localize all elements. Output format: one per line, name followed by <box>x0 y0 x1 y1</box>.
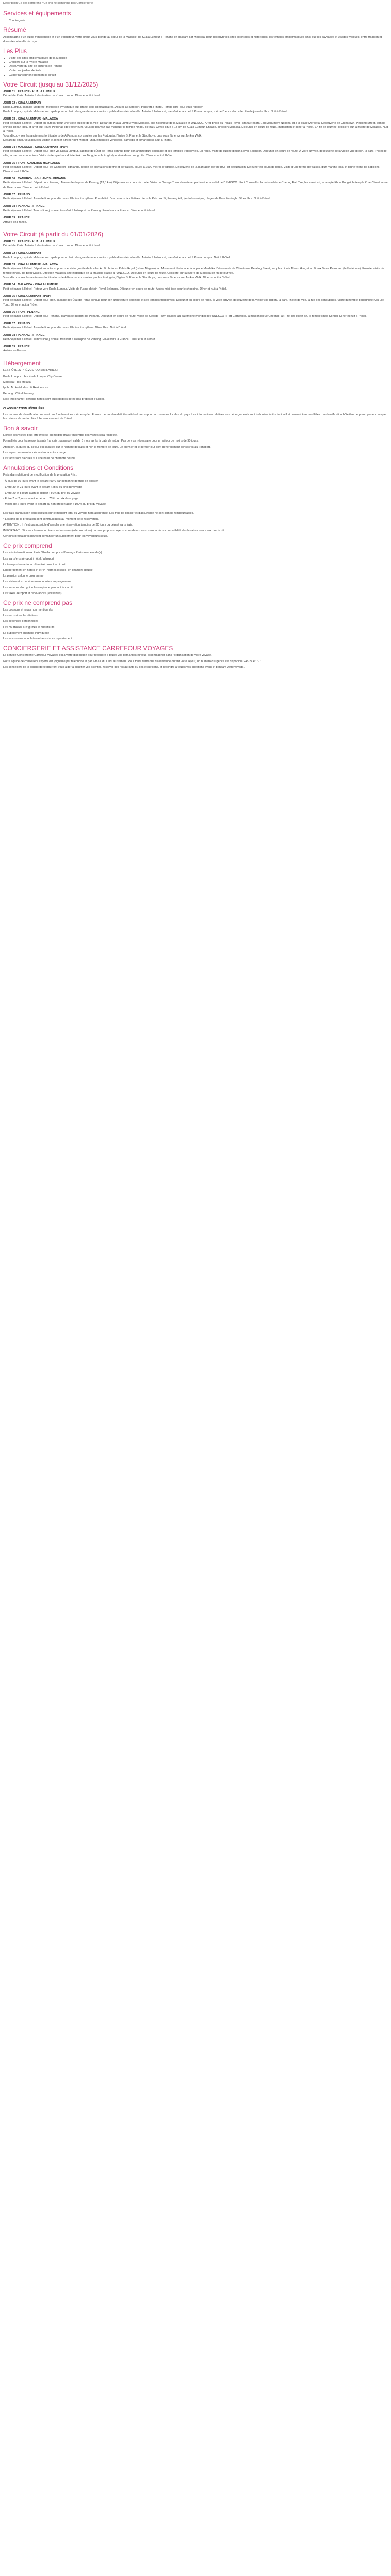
prixcomprend-section <box>3 542 388 596</box>
day-heading: JOUR 01 : FRANCE - KUALA LUMPUR <box>3 240 56 244</box>
plus-section <box>3 47 388 77</box>
conciergerie-section <box>3 645 388 669</box>
prixcomprend-line: Les visites et excursions mentionnées au programme <box>3 580 72 584</box>
day-text: Petit-déjeuner à l'hôtel. Départ pour Ipoh, capitale de l'État de Perak connue pour son architecture coloniale et ses temples troglodytes. Déjeuner en cours de route. À votre arrivée, découverte de la vieille ville d'Ipoh, la gare, l'hôtel de ville, la rue des concubines. Visite du temple bouddhiste Kek Lok Tong. Dîner et nuit à l'hôtel. <box>3 299 384 307</box>
prixnecomprend-section <box>3 599 388 641</box>
prixnecomprend-line: Les excursions facultatives <box>3 614 38 618</box>
annulation-line: - À plus de 30 jours avant le départ : 90 € par personne de frais de dossier <box>3 480 99 483</box>
bonsavoir-title: Bon à savoir <box>3 425 38 432</box>
day-heading: JOUR 01 : FRANCE - KUALA LUMPUR <box>3 90 56 93</box>
plus-item: • Visite des sites emblématiques de la Malaisie <box>9 56 388 60</box>
classification-text: Les normes de classification ne sont pas forcément les mêmes qu'en France. Le nombre d'étoiles attribué correspond aux normes locales du pays. Les informations relatives aux hébergements sont indiquées à titre indicatif et peuvent être modifiées. La classification hôtelière ne prend pas en compte les critères de confort liés à l'environnement de l'hôtel. <box>3 413 386 420</box>
page-content <box>0 0 391 671</box>
hebergement-line: Malacca : Ibis Melaka <box>3 380 31 384</box>
prixnecomprend-lines <box>3 608 388 641</box>
day-text: Départ de Paris. Arrivée à destination de Kuala Lumpur. Dîner et nuit à bord. <box>3 94 101 98</box>
bonsavoir-section <box>3 425 388 461</box>
day-text: Départ du dîner, vous pourrez visiter le Jonker Street Night Market (uniquement les vendredis, samedis et dimanches). Nuit à l'hôtel. <box>3 138 172 142</box>
day-heading: JOUR 06 : IPOH - PENANG <box>3 310 40 314</box>
conciergerie-line: Notre équipe de conseillers experts est joignable par téléphone et par e-mail, du lundi au samedi. Pour toute demande d'assistance durant votre séjour, un numéro d'urgence est disponible 24h/24 et 7j/7. <box>3 659 262 663</box>
prixcomprend-line: Les transferts aéroport / hôtel / aéroport <box>3 557 54 561</box>
hebergement-lines <box>3 368 388 401</box>
prixcomprend-line: L'hébergement en hôtels 3* et 4* (normes locales) en chambre double <box>3 569 93 572</box>
conciergerie-lines <box>3 653 388 669</box>
bonsavoir-lines <box>3 433 388 461</box>
annulation-section <box>3 464 388 538</box>
hebergement-line: LES HÔTELS PRÉVUS (OU SIMILAIRES) <box>3 369 58 372</box>
day-text: Petit-déjeuner à l'hôtel. Départ pour les Cameron Highlands, région de plantations de thé et de fraises, située à 1500 mètres d'altitude. Découverte de la plantation de thé BOH et dégustation. Déjeuner en cours de route. Visite d'une ferme de fraises, d'un marché local et d'une ferme de papillons. Dîner et nuit à l'hôtel. <box>3 165 380 174</box>
annulation-note: * Les prix de la prestation sont communiqués au moment de la réservation. <box>3 517 99 521</box>
services-title: Services et équipements <box>3 10 71 18</box>
day-heading: JOUR 08 : PENANG - FRANCE <box>3 333 45 337</box>
day-text: Vous découvrirez les anciennes fortifications de A Famosa construites par les Portugais, l'église St Paul et le Stadthuys, puis vous flânerez sur Jonker Walk. <box>3 134 202 138</box>
circuit2-section <box>3 231 388 356</box>
conciergerie-title: CONCIERGERIE ET ASSISTANCE CARREFOUR VOYAGES <box>3 645 173 652</box>
day-text: Petit-déjeuner à l'hôtel. Départ en autocar pour une visite guidée de la ville. Départ de Kuala Lumpur vers Malacca, site historique de la Malaisie et UNESCO. Arrêt photo au Palais Royal (Istana Negara), au Monument National et à la place Merdeka. Découverte de Chinatown, Petaling Street, temple chinois Thean Hou, et arrêt aux Tours Petronas (de l'extérieur). Vous ne pouvez pas manquer le temple hindou de Batu Caves situé à 13 km de Kuala Lumpur. Ensuite, direction Malacca. Déjeuner en cours de route. Installation et dîner à l'hôtel. En fin de journée, croisière sur la rivière de Malacca. Nuit à l'hôtel. <box>3 122 388 133</box>
prixnecomprend-line: Les dépenses personnelles <box>3 620 39 623</box>
day-text: Départ de Paris. Arrivée à destination de Kuala Lumpur. Dîner et nuit à bord. <box>3 244 101 248</box>
day-text: Petit-déjeuner à l'hôtel. Départ pour Penang. Traversée du pont de Penang. Déjeuner en cours de route. Visite de George Town classée au patrimoine mondial de l'UNESCO : Fort Cornwallis, la maison bleue Cheong Fatt Tze, les street art, le temple Khoo Kongsi. Dîner et nuit à l'hôtel. <box>3 314 367 318</box>
day-text: Petit-déjeuner à l'hôtel. Temps libre jusqu'au transfert à l'aéroport de Penang. Envol vers la France. Dîner et nuit à bord. <box>3 209 156 212</box>
day-heading: JOUR 02 : KUALA LUMPUR <box>3 251 41 255</box>
services-item: • Conciergerie <box>9 19 388 23</box>
hebergement-section <box>3 360 388 421</box>
day-text: Petit-déjeuner à l'hôtel. Journée libre pour découvrir l'île à votre rythme. Possibilité d'excursions facultatives : temple Kek Lok Si, Penang Hill, jardin botanique, plages de Batu Ferringhi. Dîner libre. Nuit à l'hôtel. <box>3 197 271 201</box>
annulation-line: - Moins de 2 jours avant le départ ou non-présentation : 100% du prix du voyage <box>3 503 106 506</box>
day-text: Petit-déjeuner à l'hôtel. Départ pour Penang. Traversée du pont de Penang (13,5 km). Déjeuner en cours de route. Visite de George Town classée au patrimoine mondial de l'UNESCO : Fort Cornwallis, la maison bleue Cheong Fatt Tze, les street art, le temple Khoo Kongsi, le temple Kuan Yin et la rue de l'Harmonie. Dîner et nuit à l'hôtel. <box>3 181 388 189</box>
day-text: Vous découvrirez les anciennes fortifications de A Famosa construites par les Portugais, l'église St Paul et le Stadthuys, puis vous flânerez sur Jonker Walk. Dîner et nuit à l'hôtel. <box>3 276 231 279</box>
day-text: Kuala Lumpur, capitale Moderne, métropole dynamique aux gratte-ciels spectaculaires. Accueil à l'aéroport, transfert à l'hôtel. Temps libre pour vous reposer. <box>3 106 204 109</box>
day-heading: JOUR 08 : PENANG - FRANCE <box>3 205 45 208</box>
circuit2-days <box>3 240 388 356</box>
hebergement-line: Penang : Cititel Penang <box>3 392 34 396</box>
resume-title: Résumé <box>3 26 26 34</box>
services-list <box>3 19 388 23</box>
annulation-lines <box>3 479 388 506</box>
prixcomprend-title: Ce prix comprend <box>3 542 52 550</box>
prixcomprend-line: Les taxes aéroport et redevances (révisables) <box>3 591 62 595</box>
bonsavoir-line: Les tarifs sont calculés sur une base de chambre double. <box>3 457 76 461</box>
prixcomprend-lines <box>3 551 388 596</box>
prixcomprend-line: Les services d'un guide francophone pendant le circuit <box>3 586 73 589</box>
plus-list <box>3 56 388 77</box>
day-heading: JOUR 06 : CAMERON HIGHLANDS - PENANG <box>3 177 66 181</box>
day-text: Petit-déjeuner à l'hôtel. Retour vers Kuala Lumpur. Visite de l'usine d'étain Royal Selangor. Déjeuner en cours de route. Après-midi libre pour le shopping. Dîner et nuit à l'hôtel. <box>3 287 227 291</box>
annulation-note: IMPORTANT : Si vous réservez un transport en avion (aller ou retour) par vos propres moyens, vous devez vous assurer de la compatibilité des horaires avec ceux du circuit. <box>3 529 225 533</box>
day-text: Petit-déjeuner à l'hôtel. Départ pour Ipoh via Kuala Lumpur, capitale de l'État de Perak connue pour son architecture coloniale et ses temples troglodytes. En route, visite de l'usine d'étain Royal Selangor. Déjeuner en cours de route. À votre arrivée, découverte de la vieille ville d'Ipoh, la gare, l'hôtel de ville, la rue des concubines. Visite du temple bouddhiste Kek Lok Tong, temple troglodyte situé dans une grotte. Dîner et nuit à l'hôtel. <box>3 150 387 158</box>
annulation-note: Certains prestataires peuvent demander un supplément pour les voyageurs seuls. <box>3 535 108 538</box>
bonsavoir-line: L'ordre des visites peut être inversé ou modifié mais l'ensemble des visites sera respecté. <box>3 434 118 437</box>
prixnecomprend-title: Ce prix ne comprend pas <box>3 599 73 607</box>
circuit1-days <box>3 90 388 227</box>
day-text: Petit-déjeuner à l'hôtel. Temps libre jusqu'au transfert à l'aéroport de Penang. Envol vers la France. Dîner et nuit à bord. <box>3 337 156 341</box>
annulation-line: - Entre 20 et 8 jours avant le départ : 50% du prix du voyage <box>3 491 80 495</box>
hebergement-title: Hébergement <box>3 360 41 367</box>
annulation-note: Les frais d'annulation sont calculés sur le montant total du voyage hors assurance. Les frais de dossier et d'assurance ne sont jamais remboursables. <box>3 512 194 515</box>
annulation-notes <box>3 511 388 538</box>
annulation-note: ATTENTION : Il n'est pas possible d'annuler une réservation à moins de 30 jours du départ sans frais. <box>3 523 133 527</box>
day-text: Arrivée en France. <box>3 220 27 224</box>
conciergerie-line: Le service Conciergerie Carrefour Voyages est à votre disposition pour répondre à toutes vos demandes et vous accompagner dans l'organisation de votre voyage. <box>3 654 212 657</box>
resume-text: Accompagné d'un guide francophone et d'un traducteur, votre circuit vous plonge au cœur de la Malaisie, de Kuala Lumpur à Penang en passant par Malacca, pour découvrir les cités coloniales et historiques, les temples emblématiques ainsi que les paysages et villages typiques, entre tradition et diversité culturelle du pays. <box>3 36 382 43</box>
bonsavoir-line: Les repas non mentionnés restent à votre charge. <box>3 451 67 454</box>
annulation-line: - Entre 7 et 2 jours avant le départ : 75% du prix du voyage <box>3 497 79 501</box>
day-heading: JOUR 09 : FRANCE <box>3 216 30 219</box>
prixnecomprend-line: Le supplément chambre individuelle <box>3 631 50 635</box>
circuit2-title: Votre Circuit (à partir du 01/01/2026) <box>3 231 104 239</box>
day-text: Kuala Lumpur, capitale Malaisienne rapide pour un bain des grandeurs et une incroyable diversité culturelle. Arrivée à l'aéroport, transfert et accueil à Kuala Lumpur. Nuit à l'hôtel. <box>3 256 231 259</box>
annulation-title: Annulations et Conditions <box>3 464 74 472</box>
day-heading: JOUR 05 : IPOH - CAMERON HIGHLANDS <box>3 161 60 165</box>
prixnecomprend-line: Les assurances annulation et assistance rapatriement <box>3 637 72 641</box>
plus-item: • Visite des jardins de Kula <box>9 69 388 73</box>
day-heading: JOUR 05 : KUALA LUMPUR - IPOH <box>3 295 51 298</box>
header-note: Description Ce prix comprend / Ce prix ne comprend pas Conciergerie <box>3 2 93 5</box>
plus-item: • Découverte du site de cultures de Penang <box>9 64 388 69</box>
bonsavoir-line: Attention, la durée du séjour est calculée sur le nombre de nuits et non le nombre de jours. Le premier et le dernier jour sont généralement consacrés au transport. <box>3 445 211 449</box>
plus-title: Les Plus <box>3 47 27 55</box>
day-heading: JOUR 04 : MALACCA - KUALA LUMPUR - IPOH <box>3 146 68 149</box>
annulation-intro: Frais d'annulation et de modification de la prestation Prix : <box>3 473 77 477</box>
prixnecomprend-line: Les boissons et repas non mentionnés <box>3 608 53 612</box>
hebergement-line: Kuala Lumpur : Ibis Kuala Lumpur City Centre <box>3 375 62 378</box>
day-heading: JOUR 07 : PENANG <box>3 193 30 196</box>
prixcomprend-line: Le transport en autocar climatisé durant le circuit <box>3 563 66 566</box>
plus-item: • Guide francophone pendant le circuit <box>9 73 388 77</box>
conciergerie-line: Les conseillers de la conciergerie pourront vous aider à planifier vos activités, réserver des restaurants ou des excursions, et répondre à toutes vos questions avant et pendant votre voyage. <box>3 665 245 669</box>
day-heading: JOUR 03 : KUALA LUMPUR - MALACCA <box>3 263 58 266</box>
services-section <box>3 10 388 23</box>
day-text: Petit-déjeuner à l'hôtel. Journée libre pour découvrir l'île à votre rythme. Dîner libre. Nuit à l'hôtel. <box>3 326 127 330</box>
circuit1-section <box>3 81 388 227</box>
day-text: Kuala Lumpur, capitale Malaisienne rapide pour un bain des grandeurs et une incroyable diversité culturelle. Arrivée à l'aéroport, transfert et accueil à Kuala Lumpur, même l'heure d'arrivée. Fin de journée libre. Nuit à l'hôtel. <box>3 110 288 113</box>
day-heading: JOUR 02 : KUALA LUMPUR <box>3 101 41 105</box>
resume-section <box>3 26 388 43</box>
day-heading: JOUR 04 : MALACCA - KUALA LUMPUR <box>3 283 58 286</box>
day-heading: JOUR 09 : FRANCE <box>3 345 30 348</box>
bonsavoir-line: Formalités pour les ressortissants français : passeport valide 6 mois après la date de retour. Pas de visa nécessaire pour un séjour de moins de 90 jours. <box>3 439 199 443</box>
hebergement-line: Ipoh : M. Hotel Hash & Residences <box>3 386 48 389</box>
plus-item: • Croisière sur la rivière Malacca <box>9 60 388 64</box>
prixcomprend-line: Les vols internationaux Paris / Kuala Lumpur – Penang / Paris avec escale(s) <box>3 551 102 555</box>
day-heading: JOUR 07 : PENANG <box>3 322 30 326</box>
annulation-line: - Entre 30 et 21 jours avant le départ : 25% du prix du voyage <box>3 485 82 489</box>
prixnecomprend-line: Les pourboires aux guides et chauffeurs <box>3 625 55 629</box>
hebergement-line: Note importante : certains hôtels sont susceptibles de ne pas proposer d'alcool. <box>3 398 105 401</box>
prixcomprend-line: La pension selon le programme <box>3 574 44 578</box>
classification-title: CLASSIFICATION HÔTELIÈRE <box>3 406 45 410</box>
day-text: Petit-déjeuner à l'hôtel. Départ en autocar pour une visite guidée de la ville. Arrêt photo au Palais Royal (Istana Negara), au Monument National et à la place Merdeka. Découverte de Chinatown, Petaling Street, temple chinois Thean Hou, et arrêt aux Tours Petronas (de l'extérieur). Ensuite, visite du temple hindou de Batu Caves. Direction Malacca, site historique de la Malaisie classé à l'UNESCO. Déjeuner en cours de route. Croisière sur la rivière de Malacca en fin de journée. <box>3 267 384 275</box>
day-heading: JOUR 03 : KUALA LUMPUR - MALACCA <box>3 117 58 121</box>
day-text: Arrivée en France. <box>3 349 27 353</box>
circuit1-title: Votre Circuit (jusqu'au 31/12/2025) <box>3 80 99 88</box>
